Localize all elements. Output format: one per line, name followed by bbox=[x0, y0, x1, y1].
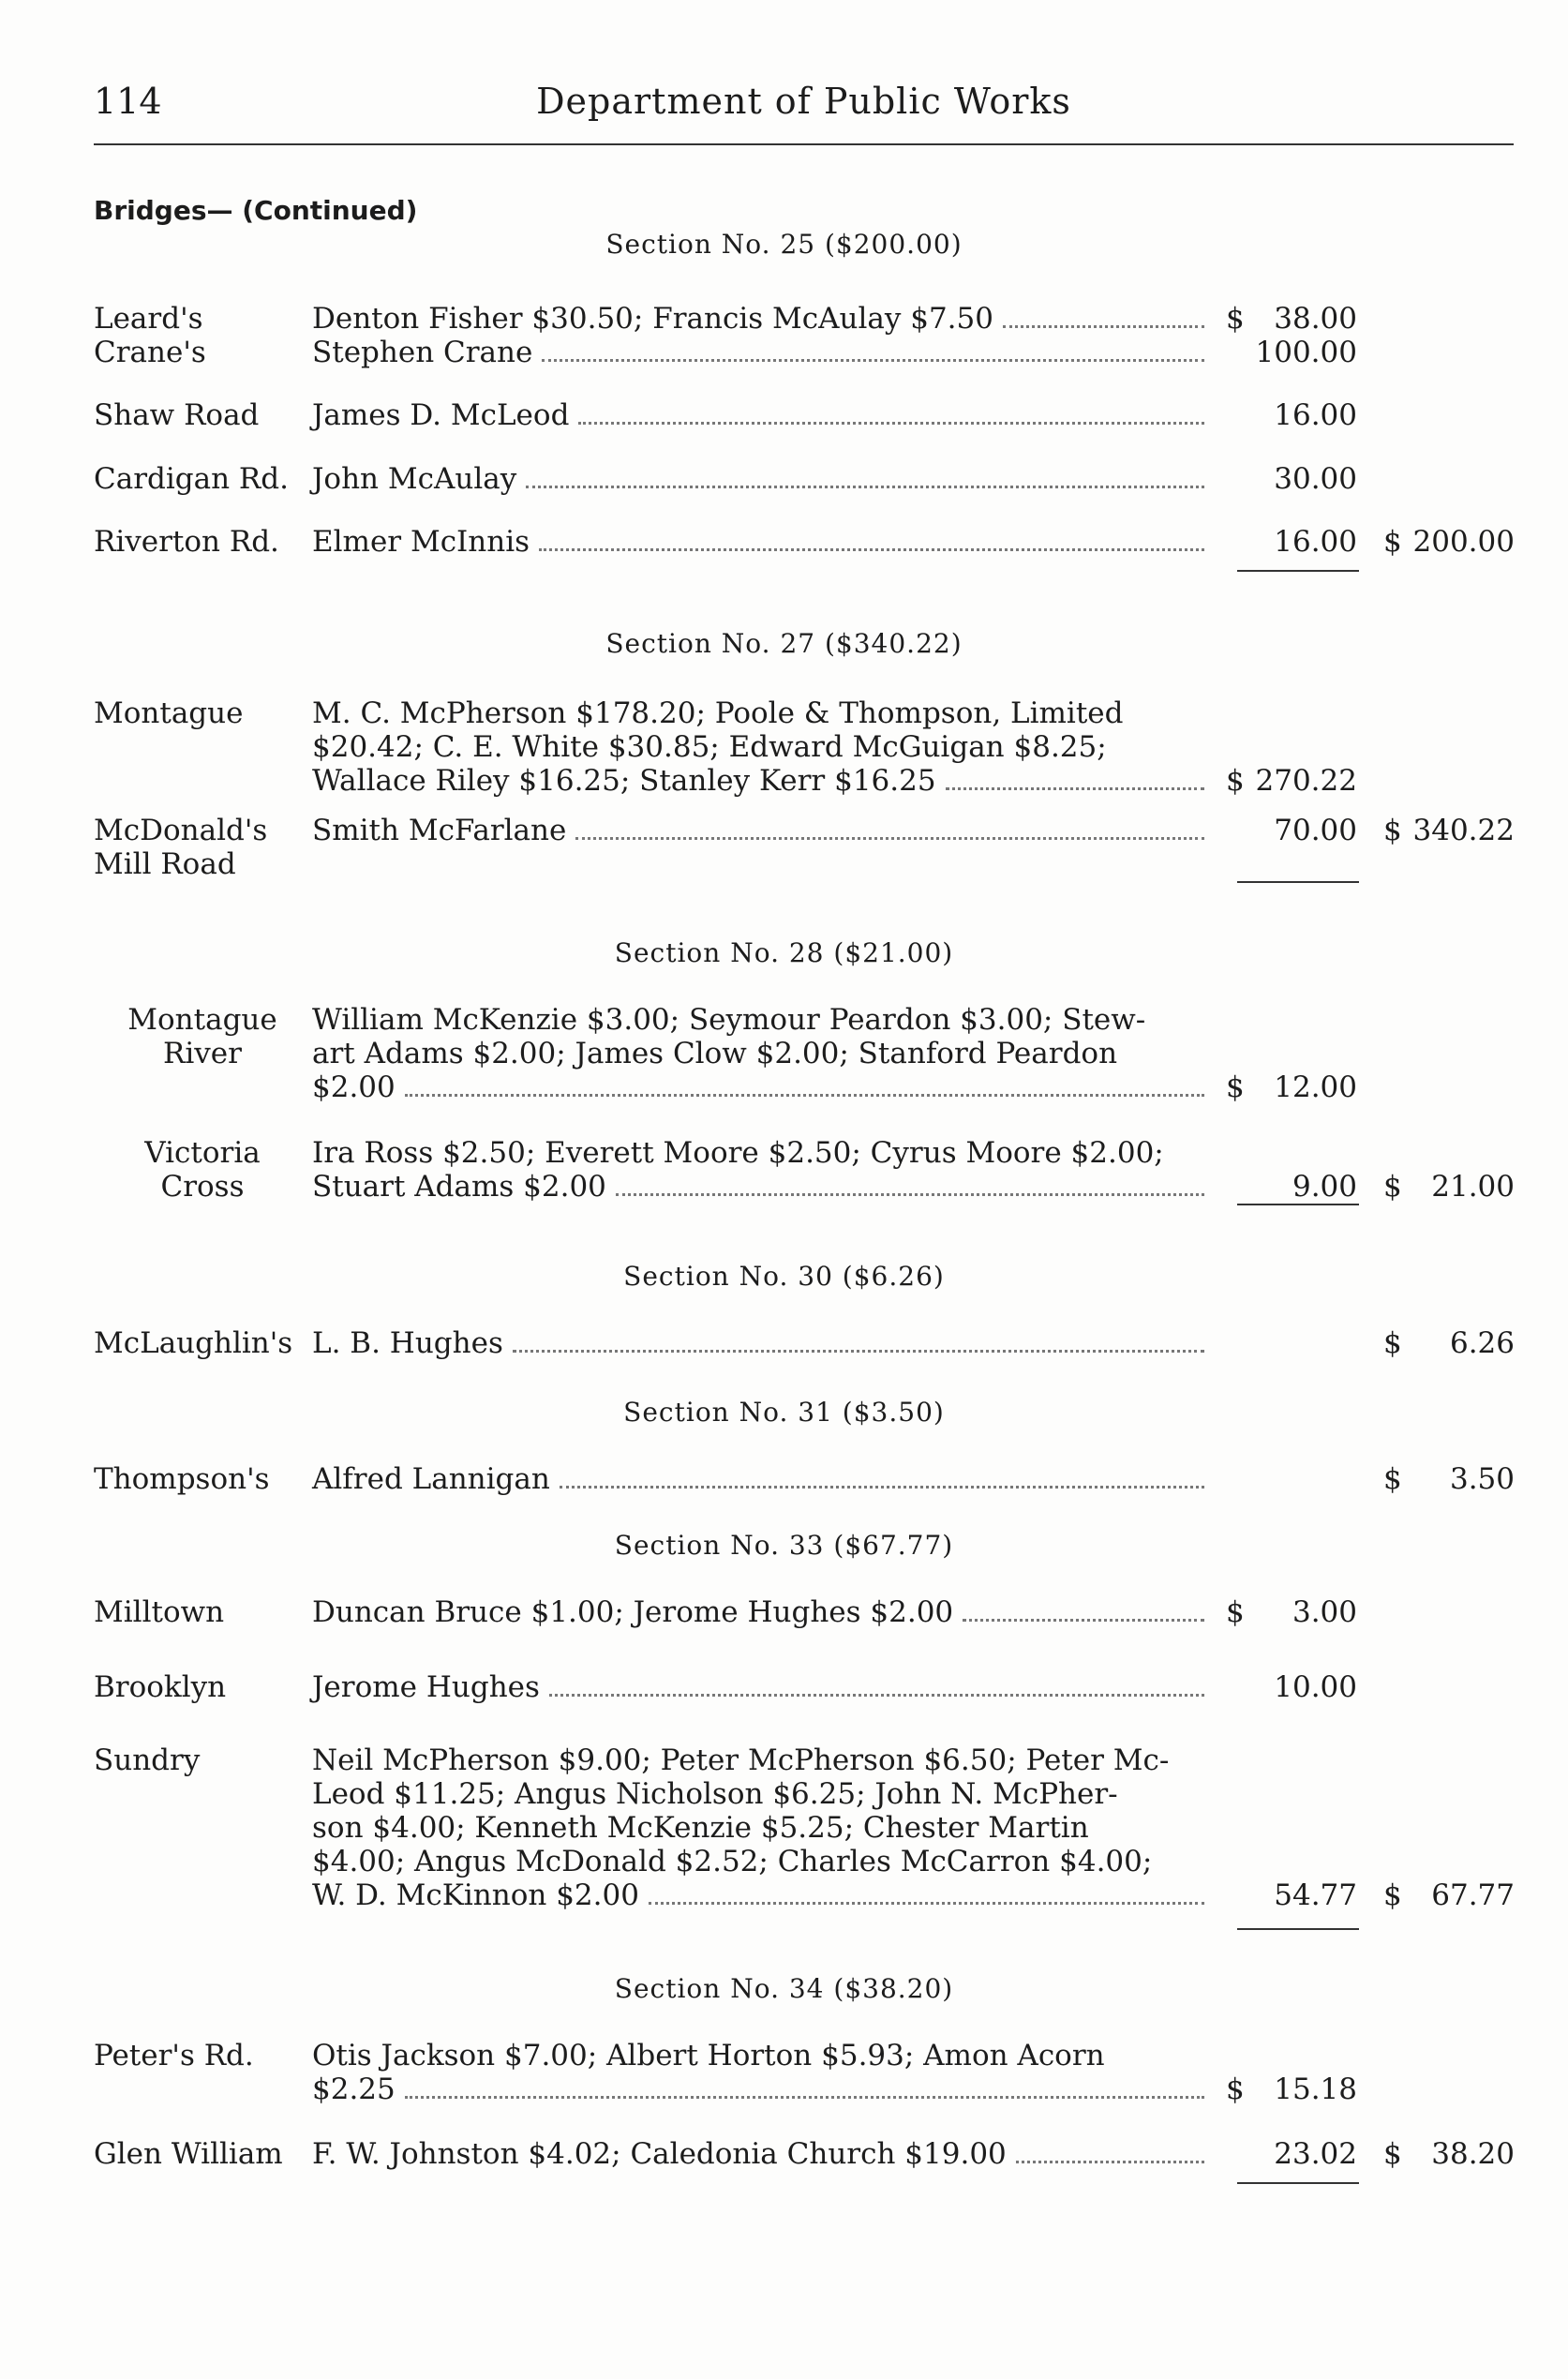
item-dollar-sign: $ bbox=[1226, 2072, 1245, 2106]
description-last-line bbox=[312, 1595, 1212, 1629]
entry-description bbox=[312, 1003, 1212, 1104]
section-heading: Section No. 30 ($6.26) bbox=[623, 1261, 945, 1292]
total-dollar-sign: $ bbox=[1383, 814, 1402, 847]
dot-leader bbox=[616, 1193, 1204, 1196]
subtotal-rule bbox=[1237, 1204, 1359, 1205]
item-amount: 23.02 bbox=[1274, 2137, 1357, 2171]
location-line: Cardigan Rd. bbox=[94, 462, 289, 496]
dot-leader bbox=[649, 1902, 1204, 1905]
description-last-line bbox=[312, 814, 1212, 847]
item-amount: 16.00 bbox=[1274, 525, 1357, 559]
description-last-line bbox=[312, 2072, 1212, 2106]
description-line: M. C. McPherson $178.20; Poole & Thompson, Limited bbox=[312, 696, 1124, 730]
description-line: $2.25 bbox=[312, 2072, 396, 2106]
description-line: Leod $11.25; Angus Nicholson $6.25; John N. McPher- bbox=[312, 1777, 1118, 1811]
description-line: James D. McLeod bbox=[312, 398, 570, 432]
description-last-line bbox=[312, 1170, 1212, 1204]
entry-description bbox=[312, 1595, 1212, 1629]
location-line: Sundry bbox=[94, 1743, 201, 1777]
section-total: 200.00 bbox=[1412, 525, 1515, 559]
section-heading: Section No. 33 ($67.77) bbox=[614, 1530, 954, 1561]
location-line: Riverton Rd. bbox=[94, 525, 279, 559]
description-line: Otis Jackson $7.00; Albert Horton $5.93; Amon Acorn bbox=[312, 2039, 1105, 2072]
description-line: Stuart Adams $2.00 bbox=[312, 1170, 606, 1204]
dot-leader bbox=[542, 359, 1204, 362]
total-dollar-sign: $ bbox=[1383, 1462, 1402, 1496]
entry-description bbox=[312, 336, 1212, 369]
location-line: Shaw Road bbox=[94, 398, 260, 432]
description-line: Smith McFarlane bbox=[312, 814, 567, 847]
dot-leader bbox=[1003, 325, 1204, 328]
entry-description bbox=[312, 2137, 1212, 2171]
dot-leader bbox=[946, 787, 1204, 790]
location-line: Thompson's bbox=[94, 1462, 270, 1496]
item-amount: 9.00 bbox=[1292, 1170, 1357, 1204]
description-last-line bbox=[312, 1070, 1212, 1104]
entry-description bbox=[312, 814, 1212, 847]
dot-leader bbox=[526, 486, 1204, 488]
item-amount: 10.00 bbox=[1274, 1670, 1357, 1704]
item-amount: 38.00 bbox=[1274, 302, 1357, 336]
location-line: Victoria bbox=[144, 1136, 261, 1170]
location-line: Glen William bbox=[94, 2137, 283, 2171]
section-total: 38.20 bbox=[1431, 2137, 1515, 2171]
section-total: 340.22 bbox=[1412, 814, 1515, 847]
description-line: Jerome Hughes bbox=[312, 1670, 540, 1704]
entry-location bbox=[94, 1326, 311, 1360]
section-heading: Section No. 31 ($3.50) bbox=[623, 1397, 945, 1428]
page-header bbox=[94, 81, 1514, 137]
entry-location bbox=[94, 336, 311, 369]
entry-location bbox=[94, 696, 311, 730]
description-line: F. W. Johnston $4.02; Caledonia Church $19.00 bbox=[312, 2137, 1007, 2171]
section-heading: Section No. 28 ($21.00) bbox=[614, 937, 954, 968]
location-line: River bbox=[163, 1037, 242, 1070]
dot-leader bbox=[575, 837, 1204, 840]
description-line: Neil McPherson $9.00; Peter McPherson $6.50; Peter Mc- bbox=[312, 1743, 1170, 1777]
item-amount: 16.00 bbox=[1274, 398, 1357, 432]
location-line: Leard's bbox=[94, 302, 203, 336]
entry-location bbox=[94, 398, 311, 432]
section-heading: Section No. 27 ($340.22) bbox=[605, 628, 963, 659]
description-line: Alfred Lannigan bbox=[312, 1462, 550, 1496]
item-dollar-sign: $ bbox=[1226, 764, 1245, 798]
continued-label: Bridges— (Continued) bbox=[94, 195, 418, 226]
subtotal-rule bbox=[1237, 1928, 1359, 1930]
description-line: Stephen Crane bbox=[312, 336, 533, 369]
description-line: W. D. McKinnon $2.00 bbox=[312, 1878, 639, 1912]
item-dollar-sign: $ bbox=[1226, 1595, 1245, 1629]
total-dollar-sign: $ bbox=[1383, 1878, 1402, 1912]
description-last-line bbox=[312, 462, 1212, 496]
item-amount: 70.00 bbox=[1274, 814, 1357, 847]
section-total: 6.26 bbox=[1449, 1326, 1515, 1360]
entry-location bbox=[94, 1462, 311, 1496]
entry-location bbox=[94, 1743, 311, 1777]
item-dollar-sign: $ bbox=[1226, 1070, 1245, 1104]
location-line: Montague bbox=[127, 1003, 277, 1037]
entry-description bbox=[312, 1670, 1212, 1704]
total-dollar-sign: $ bbox=[1383, 525, 1402, 559]
description-last-line bbox=[312, 398, 1212, 432]
dot-leader bbox=[405, 2096, 1204, 2099]
item-amount: 15.18 bbox=[1274, 2072, 1357, 2106]
entry-description bbox=[312, 1743, 1212, 1912]
dot-leader bbox=[405, 1094, 1204, 1097]
header-rule bbox=[94, 143, 1514, 145]
description-line: L. B. Hughes bbox=[312, 1326, 503, 1360]
entry-description bbox=[312, 398, 1212, 432]
description-last-line bbox=[312, 2137, 1212, 2171]
dot-leader bbox=[560, 1486, 1204, 1489]
total-dollar-sign: $ bbox=[1383, 2137, 1402, 2171]
page-number: 114 bbox=[94, 81, 162, 122]
item-amount: 3.00 bbox=[1292, 1595, 1357, 1629]
dot-leader bbox=[1016, 2161, 1204, 2163]
section-heading: Section No. 25 ($200.00) bbox=[605, 229, 963, 260]
dot-leader bbox=[549, 1694, 1204, 1697]
item-amount: 30.00 bbox=[1274, 462, 1357, 496]
section-total: 21.00 bbox=[1431, 1170, 1515, 1204]
location-line: Milltown bbox=[94, 1595, 225, 1629]
entry-location bbox=[94, 1003, 311, 1070]
description-line: Ira Ross $2.50; Everett Moore $2.50; Cyrus Moore $2.00; bbox=[312, 1136, 1164, 1170]
item-amount: 54.77 bbox=[1274, 1878, 1357, 1912]
total-dollar-sign: $ bbox=[1383, 1170, 1402, 1204]
subtotal-rule bbox=[1237, 881, 1359, 883]
item-dollar-sign: $ bbox=[1226, 302, 1245, 336]
entry-location bbox=[94, 1136, 311, 1204]
location-line: Montague bbox=[94, 696, 244, 730]
entry-description bbox=[312, 2039, 1212, 2106]
location-line: Brooklyn bbox=[94, 1670, 227, 1704]
description-line: William McKenzie $3.00; Seymour Peardon $3.00; Stew- bbox=[312, 1003, 1146, 1037]
dot-leader bbox=[963, 1619, 1204, 1622]
dot-leader bbox=[539, 548, 1204, 551]
description-line: art Adams $2.00; James Clow $2.00; Stanford Peardon bbox=[312, 1037, 1118, 1070]
entry-location bbox=[94, 1670, 311, 1704]
description-last-line bbox=[312, 1878, 1212, 1912]
description-last-line bbox=[312, 1670, 1212, 1704]
entry-description bbox=[312, 1326, 1212, 1360]
dot-leader bbox=[578, 422, 1204, 425]
description-line: Denton Fisher $30.50; Francis McAulay $7.50 bbox=[312, 302, 993, 336]
entry-description bbox=[312, 302, 1212, 336]
item-amount: 12.00 bbox=[1274, 1070, 1357, 1104]
location-line: Mill Road bbox=[94, 847, 236, 881]
location-line: Cross bbox=[160, 1170, 245, 1204]
total-dollar-sign: $ bbox=[1383, 1326, 1402, 1360]
description-last-line bbox=[312, 764, 1212, 798]
description-line: Duncan Bruce $1.00; Jerome Hughes $2.00 bbox=[312, 1595, 954, 1629]
item-amount: 270.22 bbox=[1255, 764, 1357, 798]
description-line: Elmer McInnis bbox=[312, 525, 530, 559]
description-last-line bbox=[312, 336, 1212, 369]
description-line: John McAulay bbox=[312, 462, 517, 496]
description-line: $4.00; Angus McDonald $2.52; Charles McCarron $4.00; bbox=[312, 1845, 1153, 1878]
description-line: $20.42; C. E. White $30.85; Edward McGuigan $8.25; bbox=[312, 730, 1107, 764]
dot-leader bbox=[513, 1350, 1204, 1353]
entry-description bbox=[312, 1136, 1212, 1204]
section-total: 67.77 bbox=[1431, 1878, 1515, 1912]
page-title: Department of Public Works bbox=[536, 81, 1071, 122]
entry-location bbox=[94, 814, 311, 881]
description-line: Wallace Riley $16.25; Stanley Kerr $16.25 bbox=[312, 764, 936, 798]
description-last-line bbox=[312, 525, 1212, 559]
description-last-line bbox=[312, 1462, 1212, 1496]
entry-description bbox=[312, 1462, 1212, 1496]
entry-location bbox=[94, 2137, 311, 2171]
description-line: son $4.00; Kenneth McKenzie $5.25; Chester Martin bbox=[312, 1811, 1089, 1845]
description-last-line bbox=[312, 1326, 1212, 1360]
location-line: McLaughlin's bbox=[94, 1326, 293, 1360]
description-last-line bbox=[312, 302, 1212, 336]
section-total: 3.50 bbox=[1449, 1462, 1515, 1496]
entry-description bbox=[312, 525, 1212, 559]
entry-location bbox=[94, 302, 311, 336]
location-line: Crane's bbox=[94, 336, 206, 369]
entry-description bbox=[312, 462, 1212, 496]
section-heading: Section No. 34 ($38.20) bbox=[614, 1973, 954, 2004]
description-line: $2.00 bbox=[312, 1070, 396, 1104]
item-amount: 100.00 bbox=[1255, 336, 1357, 369]
subtotal-rule bbox=[1237, 2182, 1359, 2184]
entry-location bbox=[94, 1595, 311, 1629]
subtotal-rule bbox=[1237, 570, 1359, 572]
entry-location bbox=[94, 525, 311, 559]
location-line: Peter's Rd. bbox=[94, 2039, 254, 2072]
entry-location bbox=[94, 462, 311, 496]
entry-location bbox=[94, 2039, 311, 2072]
entry-description bbox=[312, 696, 1212, 798]
location-line: McDonald's bbox=[94, 814, 268, 847]
